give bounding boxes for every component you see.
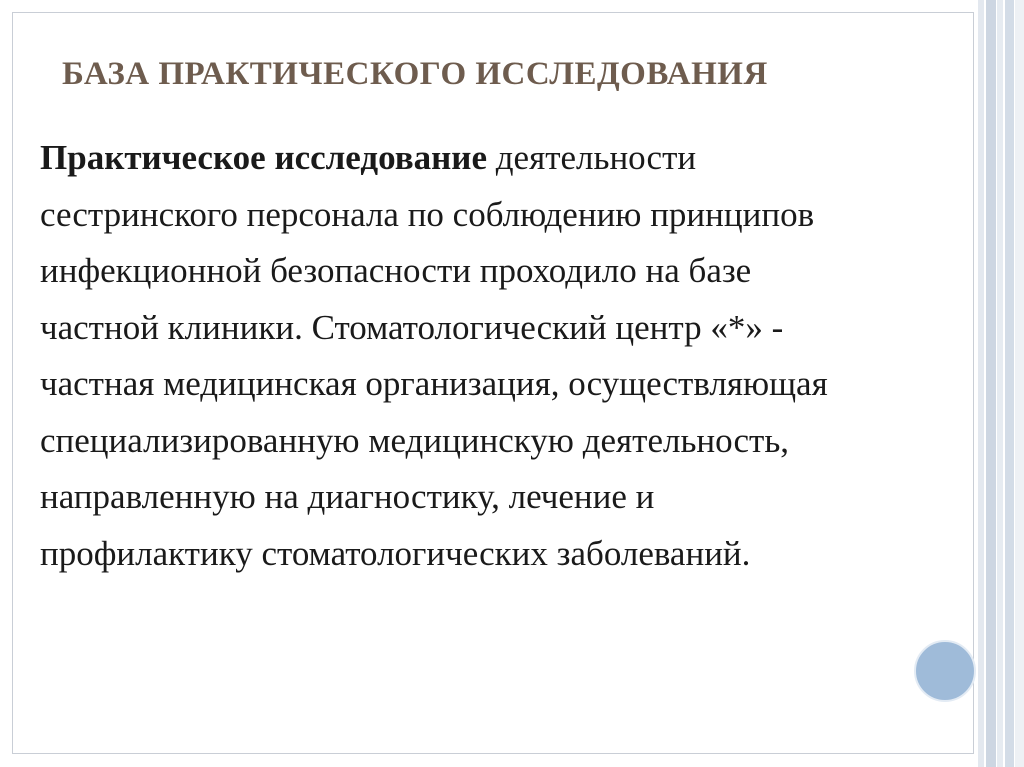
decorative-circle — [914, 640, 976, 702]
slide-body — [40, 130, 960, 582]
body-line-4: частной клиники. Стоматологический центр «*» - — [40, 307, 784, 347]
body-line-3: инфекционной безопасности проходило на базе — [40, 251, 752, 290]
slide-title: БАЗА ПРАКТИЧЕСКОГО ИССЛЕДОВАНИЯ — [62, 56, 768, 92]
decorative-stripe — [1015, 0, 1024, 767]
body-line-6: специализированную медицинскую деятельность, — [40, 420, 790, 460]
decorative-stripe — [986, 0, 996, 767]
body-line-5: частная медицинская организация, осуществляющая — [40, 364, 828, 403]
body-line-1 — [40, 130, 960, 187]
body-line-8: профилактику стоматологических заболеваний. — [40, 533, 751, 573]
body-line-7: направленную на диагностику, лечение и — [40, 477, 655, 516]
body-line-1-rest: деятельности — [487, 138, 697, 177]
decorative-stripe — [978, 0, 984, 767]
body-lead-bold: Практическое исследование — [40, 138, 487, 177]
body-line-2: сестринского персонала по соблюдению принципов — [40, 194, 815, 234]
decorative-stripe — [1005, 0, 1014, 767]
decorative-stripe — [997, 0, 1003, 767]
